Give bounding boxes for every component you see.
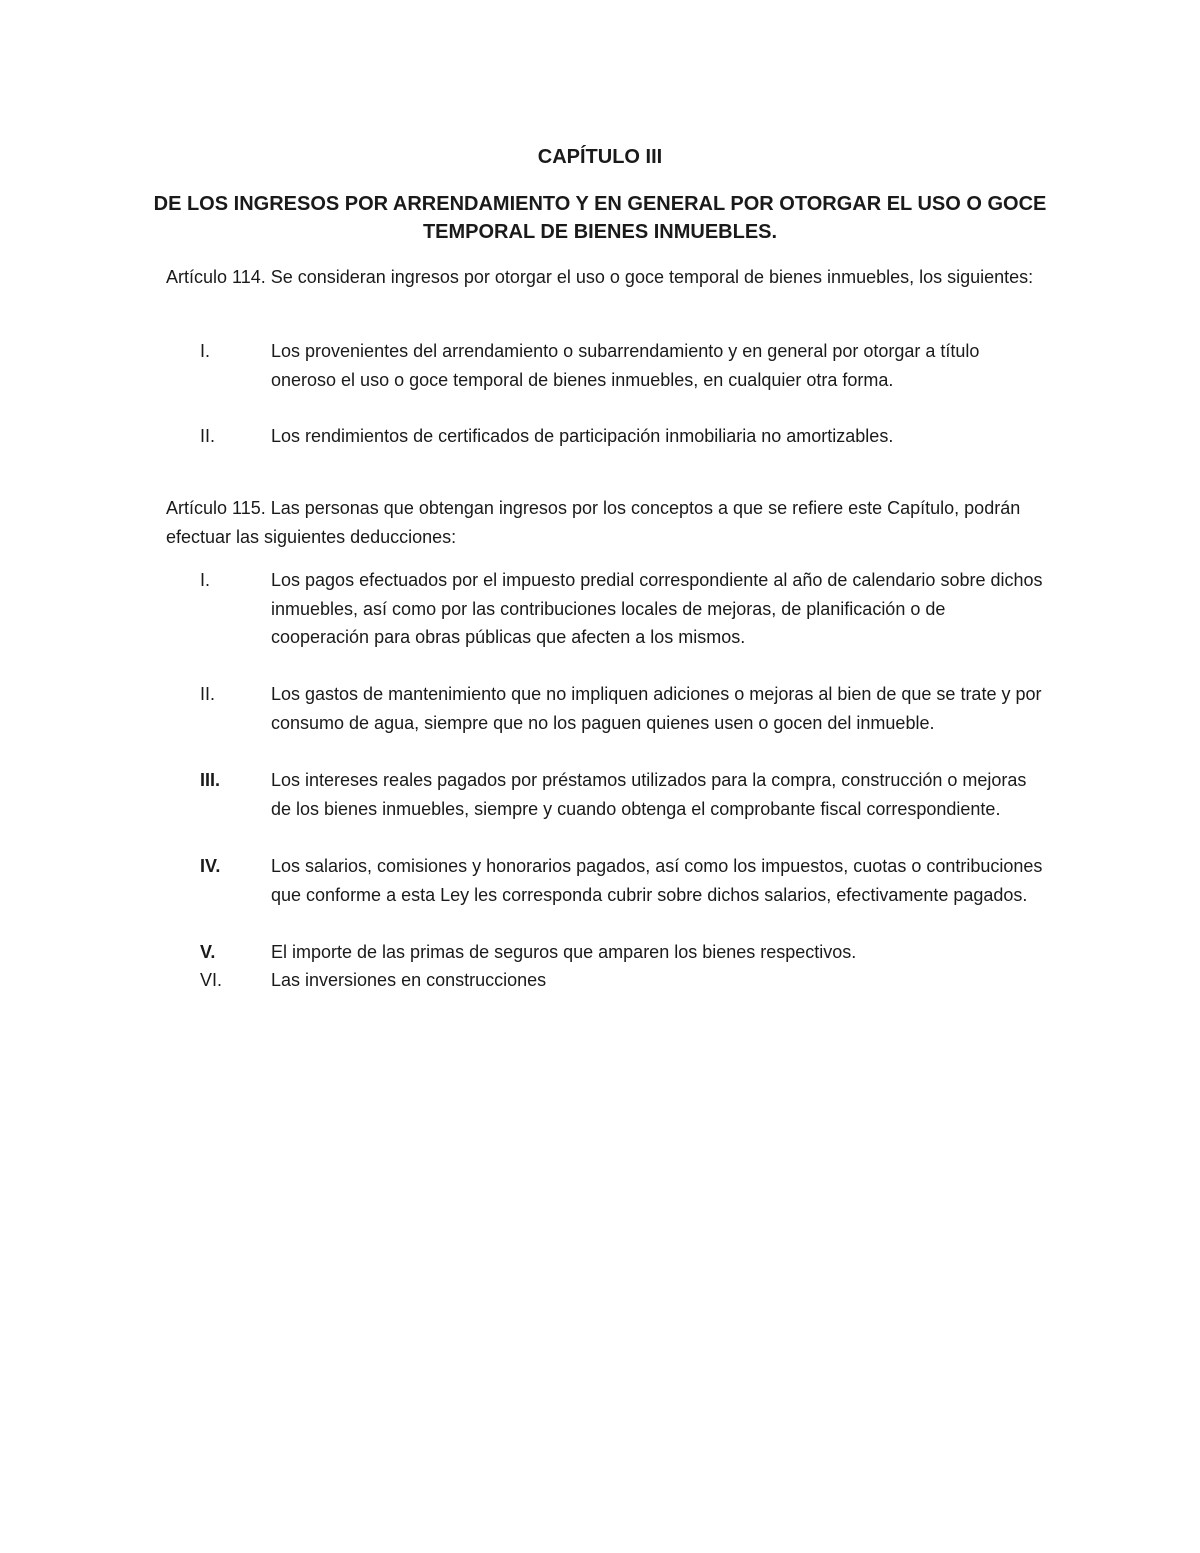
item-numeral: III. <box>200 770 221 790</box>
item-numeral: II. <box>200 426 216 446</box>
item-text: Las inversiones en construcciones <box>271 970 547 990</box>
article-115-intro: Artículo 115. Las personas que obtengan ingresos por los conceptos a que se refiere este Capítulo, podrán efectuar las siguientes deducciones: <box>166 498 1021 547</box>
item-text: El importe de las primas de seguros que amparen los bienes respectivos. <box>271 942 857 962</box>
item-text: Los provenientes del arrendamiento o subarrendamiento y en general por otorgar a título oneroso el uso o goce temporal de bienes inmuebles, en cualquier otra forma. <box>271 341 980 390</box>
item-numeral: V. <box>200 942 216 962</box>
item-numeral: I. <box>200 341 211 361</box>
item-numeral: VI. <box>200 970 223 990</box>
chapter-title: CAPÍTULO III <box>537 146 663 168</box>
chapter-subtitle: DE LOS INGRESOS POR ARRENDAMIENTO Y EN GENERAL POR OTORGAR EL USO O GOCE TEMPORAL DE BIENES INMUEBLES. <box>153 193 1047 243</box>
item-text: Los gastos de mantenimiento que no impliquen adiciones o mejoras al bien de que se trate y por consumo de agua, siempre que no los paguen quienes usen o gocen del inmueble. <box>271 684 1042 733</box>
item-numeral: IV. <box>200 856 221 876</box>
item-text: Los salarios, comisiones y honorarios pagados, así como los impuestos, cuotas o contribuciones que conforme a esta Ley les corresponda cubrir sobre dichos salarios, efectivamente pagados. <box>271 856 1043 905</box>
item-text: Los pagos efectuados por el impuesto predial correspondiente al año de calendario sobre dichos inmuebles, así como por las contribuciones locales de mejoras, de planificación o de cooperación para obras públicas que afecten a los mismos. <box>271 570 1043 648</box>
item-numeral: I. <box>200 570 211 590</box>
item-numeral: II. <box>200 684 216 704</box>
item-text: Los intereses reales pagados por préstamos utilizados para la compra, construcción o mejoras de los bienes inmuebles, siempre y cuando obtenga el comprobante fiscal correspondiente. <box>271 770 1027 819</box>
item-text: Los rendimientos de certificados de participación inmobiliaria no amortizables. <box>271 426 894 446</box>
article-114-intro: Artículo 114. Se consideran ingresos por otorgar el uso o goce temporal de bienes inmuebles, los siguientes: <box>166 267 1034 287</box>
